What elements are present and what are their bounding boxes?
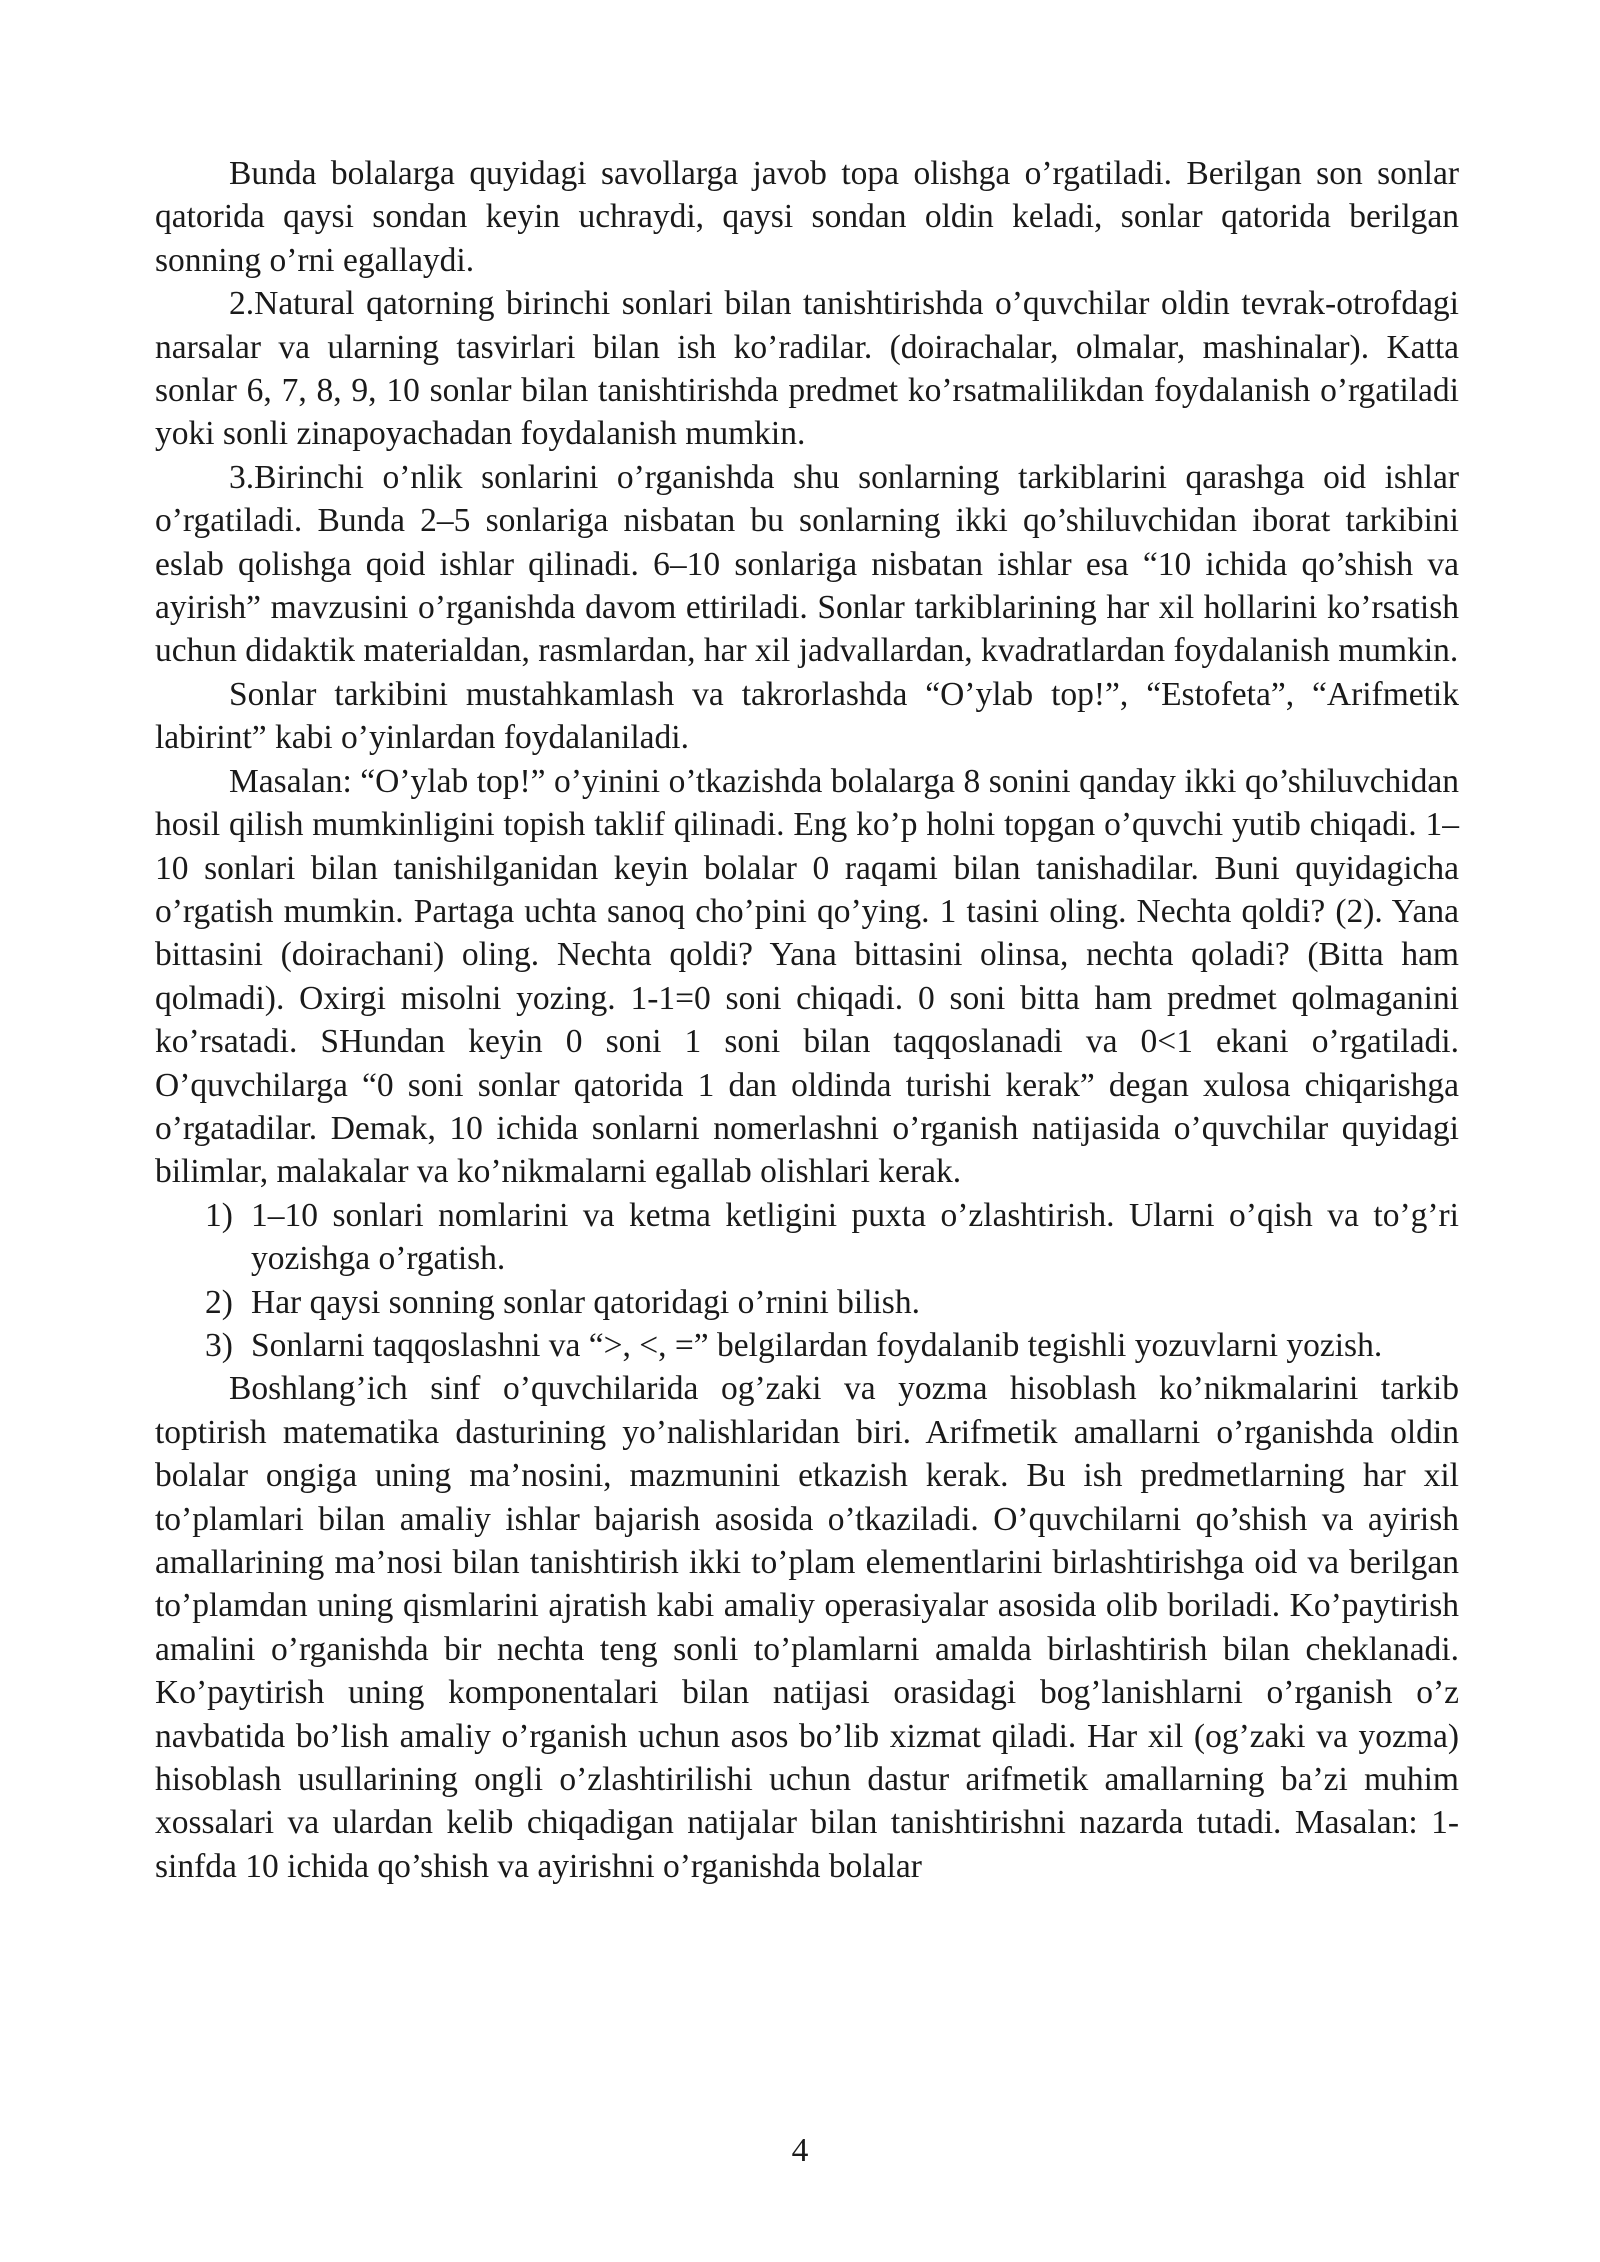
paragraph-first-ten: 3.Birinchi o’nlik sonlarini o’rganishda shu sonlarning tarkiblarini qarashga oid ishlar o’rgatiladi. Bunda 2–5 sonlariga nisbatan bu sonlarning ikki qo’shiluvchidan iborat tarkibini eslab qolishga qoid ishlar qilinadi. 6–10 sonlariga nisbatan ishlar esa “10 ichida qo’shish va ayirish” mavzusini o’rganishda davom ettiriladi. Sonlar tarkiblarining har xil hollarini ko’rsatish uchun didaktik materialdan, rasmlardan, har xil jadvallardan, kvadratlardan foydalanish mumkin. — [155, 458, 1459, 670]
page-body — [155, 152, 1459, 1888]
paragraph-example: Masalan: “O’ylab top!” o’yinini o’tkazishda bolalarga 8 sonini qanday ikki qo’shiluvchidan hosil qilish mumkinligini topish taklif qilinadi. Eng ko’p holni topgan o’quvchi yutib chiqadi. 1–10 sonlari bilan tanishilganidan keyin bolalar 0 raqami bilan tanishadilar. Buni quyidagicha o’rgatish mumkin. Partaga uchta sanoq cho’pini qo’ying. 1 tasini oling. Nechta qoldi? (2). Yana bittasini (doirachani) oling. Nechta qoldi? Yana bittasini olinsa, nechta qoladi? (Bitta ham qolmadi). Oxirgi misolni yozing. 1-1=0 soni chiqadi. 0 soni bitta ham predmet qolmaganini ko’rsatadi. SHundan keyin 0 soni 1 soni bilan taqqoslanadi va 0<1 ekani o’rgatiladi. O’quvchilarga “0 soni sonlar qatorida 1 dan oldinda turishi kerak” degan xulosa chiqarishga o’rgatadilar. Demak, 10 ichida sonlarni nomerlashni o’rganish natijasida o’quvchilar quyidagi bilimlar, malakalar va ko’nikmalarni egallab olishlari kerak. — [155, 762, 1459, 1191]
paragraph-natural-series: 2.Natural qatorning birinchi sonlari bilan tanishtirishda o’quvchilar oldin tevrak-otrofdagi narsalar va ularning tasvirlari bilan ish ko’radilar. (doirachalar, olmalar, mashinalar). Katta sonlar 6, 7, 8, 9, 10 sonlar bilan tanishtirishda predmet ko’rsatmalilikdan foydalanish o’rgatiladi yoki sonli zinapoyachadan foydalanish mumkin. — [155, 285, 1459, 453]
paragraph-intro: Bunda bolalarga quyidagi savollarga javob topa olishga o’rgatiladi. Berilgan son sonlar qatorida qaysi sondan keyin uchraydi, qaysi sondan oldin keladi, sonlar qatorida berilgan sonning o’rni egallaydi. — [155, 155, 1459, 279]
list-item-number: 3) — [205, 1326, 233, 1364]
paragraph-games: Sonlar tarkibini mustahkamlash va takrorlashda “O’ylab top!”, “Estofeta”, “Arifmetik labirint” kabi o’yinlardan foydalaniladi. — [155, 675, 1459, 757]
list-item — [155, 1194, 1459, 1281]
paragraph-arithmetic: Boshlang’ich sinf o’quvchilarida og’zaki va yozma hisoblash ko’nikmalarini tarkib toptirish matematika dasturining yo’nalishlaridan biri. Arifmetik amallarni o’rganishda oldin bolalar ongiga uning ma’nosini, mazmunini etkazish kerak. Bu ish predmetlarning har xil to’plamlari bilan amaliy ishlar bajarish asosida o’tkaziladi. O’quvchilarni qo’shish va ayirish amallarining ma’nosi bilan tanishtirish ikki to’plam elementlarini birlashtirishga oid va berilgan to’plamdan uning qismlarini ajratish kabi amaliy operasiyalar asosida olib boriladi. Ko’paytirish amalini o’rganishda bir nechta teng sonli to’plamlarni amalda birlashtirish bilan cheklanadi. Ko’paytirish uning komponentalari bilan natijasi orasidagi bog’lanishlarni o’rganish o’z navbatida bo’lish amaliy o’rganish uchun asos bo’lib xizmat qiladi. Har xil (og’zaki va yozma) hisoblash usullarining ongli o’zlashtirilishi uchun dastur arifmetik amallarning ba’zi muhim xossalari va ulardan kelib chiqadigan natijalar bilan tanishtirishni nazarda tutadi. Masalan: 1-sinfda 10 ichida qo’shish va ayirishni o’rganishda bolalar — [155, 1370, 1459, 1885]
list-item-number: 1) — [205, 1196, 233, 1234]
list-item — [155, 1324, 1459, 1367]
page-number: 4 — [791, 2132, 809, 2169]
outcomes-list — [155, 1194, 1459, 1368]
list-item-text: 1–10 sonlari nomlarini va ketma ketligini puxta o’zlashtirish. Ularni o’qish va to’g’ri yozishga o’rgatish. — [251, 1196, 1459, 1278]
list-item-text: Sonlarni taqqoslashni va “>, <, =” belgilardan foydalanib tegishli yozuvlarni yozish. — [251, 1326, 1383, 1364]
list-item-number: 2) — [205, 1283, 233, 1321]
list-item-text: Har qaysi sonning sonlar qatoridagi o’rnini bilish. — [251, 1283, 920, 1321]
list-item — [155, 1281, 1459, 1324]
